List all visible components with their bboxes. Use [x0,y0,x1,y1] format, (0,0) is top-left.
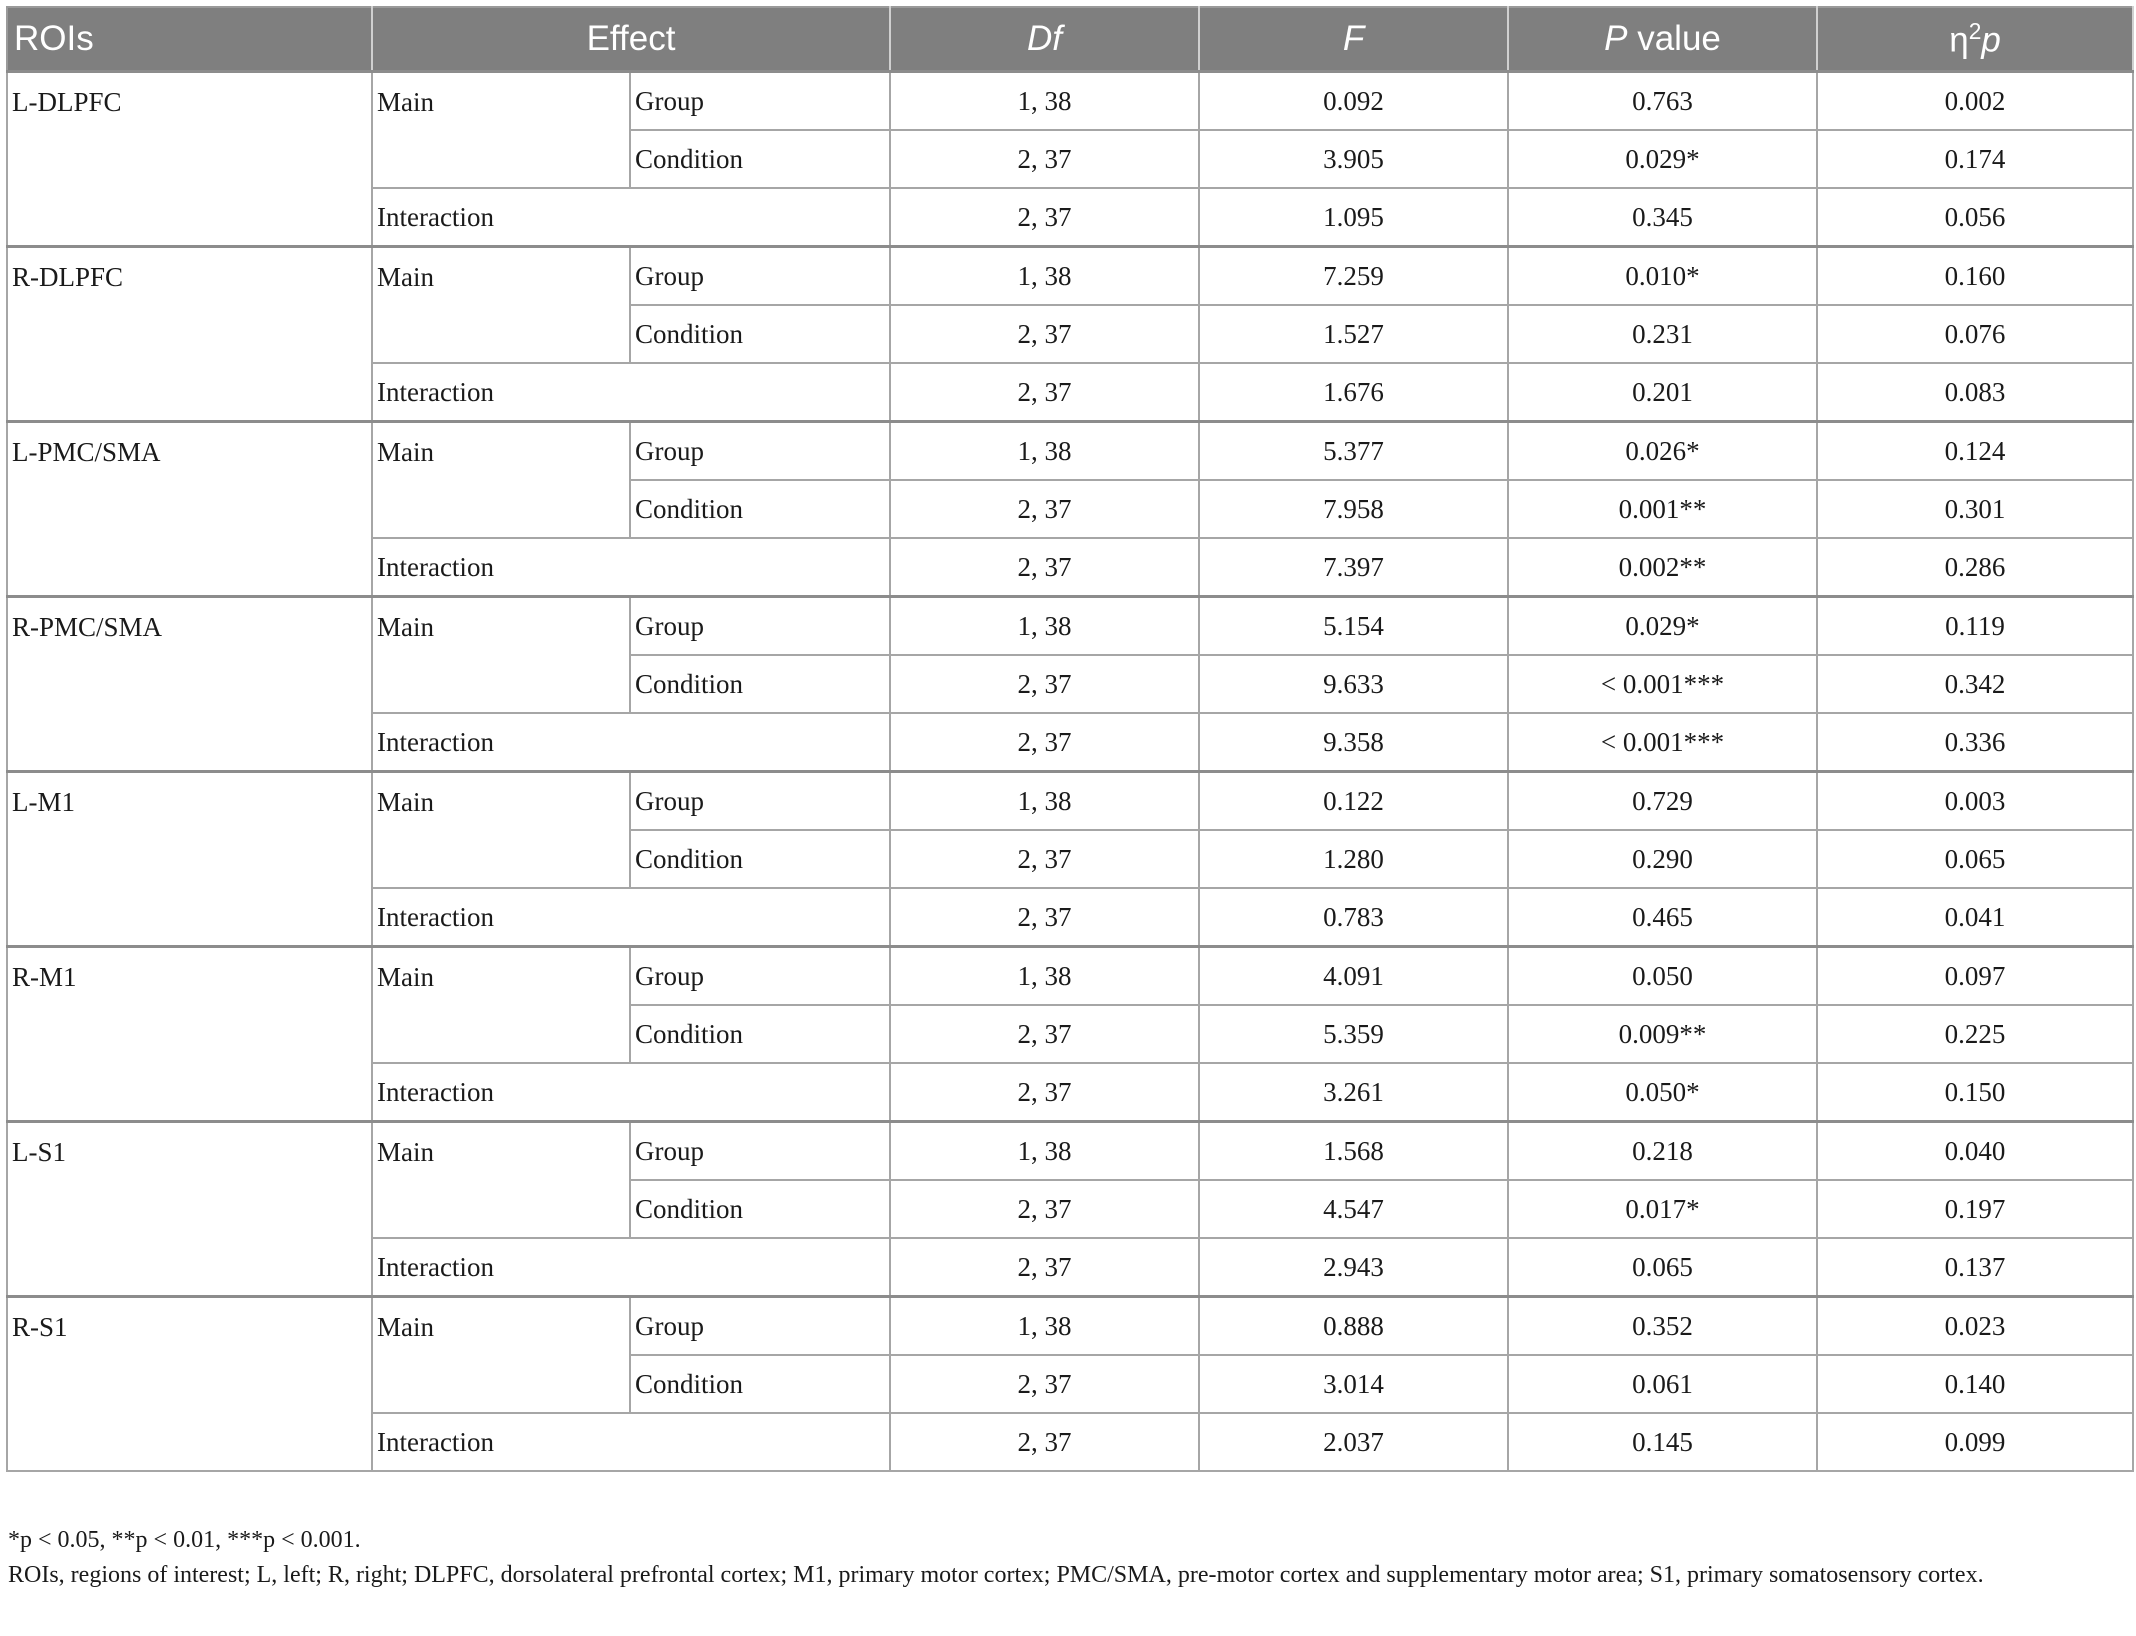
header-partial-eta-squared [1817,7,2133,72]
sub-effect-cell: Condition [630,130,890,188]
table-row [7,1297,2133,1356]
roi-cell: R-DLPFC [7,247,372,422]
effect-cell: Main [372,247,630,364]
eta-cell: 0.160 [1817,247,2133,306]
p-value-cell: 0.017* [1508,1180,1817,1238]
f-cell: 5.359 [1199,1005,1508,1063]
eta-cell: 0.065 [1817,830,2133,888]
df-cell: 1, 38 [890,247,1199,306]
eta-cell: 0.150 [1817,1063,2133,1122]
df-cell: 2, 37 [890,1238,1199,1297]
p-value-cell: 0.001** [1508,480,1817,538]
eta-cell: 0.174 [1817,130,2133,188]
eta-cell: 0.140 [1817,1355,2133,1413]
header-eta-p: p [1981,20,2001,60]
table-row [7,247,2133,306]
eta-cell: 0.336 [1817,713,2133,772]
effect-cell: Interaction [372,1238,890,1297]
p-value-cell: 0.050 [1508,947,1817,1006]
df-cell: 2, 37 [890,130,1199,188]
p-value-cell: 0.026* [1508,422,1817,481]
eta-cell: 0.342 [1817,655,2133,713]
roi-cell: R-PMC/SMA [7,597,372,772]
header-eta-symbol: η [1949,20,1969,60]
eta-cell: 0.197 [1817,1180,2133,1238]
header-eta-superscript: 2 [1968,17,1982,44]
table-row [7,772,2133,831]
effect-cell: Main [372,947,630,1064]
effect-cell: Interaction [372,188,890,247]
eta-cell: 0.124 [1817,422,2133,481]
sub-effect-cell: Condition [630,305,890,363]
df-cell: 2, 37 [890,1413,1199,1471]
df-cell: 1, 38 [890,597,1199,656]
eta-cell: 0.056 [1817,188,2133,247]
roi-cell: L-S1 [7,1122,372,1297]
f-cell: 2.943 [1199,1238,1508,1297]
f-cell: 3.261 [1199,1063,1508,1122]
df-cell: 1, 38 [890,422,1199,481]
footnote-abbreviations: ROIs, regions of interest; L, left; R, right; DLPFC, dorsolateral prefrontal cortex; M1, primary motor cortex; PMC/SMA, pre-motor cortex and supplementary motor area; S1, primary somatosensory cortex. [8,1562,1984,1588]
effect-cell: Main [372,597,630,714]
eta-cell: 0.225 [1817,1005,2133,1063]
sub-effect-cell: Group [630,772,890,831]
f-cell: 3.014 [1199,1355,1508,1413]
effect-cell: Interaction [372,888,890,947]
roi-cell: L-M1 [7,772,372,947]
sub-effect-cell: Group [630,1297,890,1356]
df-cell: 2, 37 [890,363,1199,422]
table-row [7,422,2133,481]
p-value-cell: 0.218 [1508,1122,1817,1181]
header-p-value [1508,7,1817,72]
eta-cell: 0.137 [1817,1238,2133,1297]
p-value-cell: 0.201 [1508,363,1817,422]
f-cell: 2.037 [1199,1413,1508,1471]
eta-cell: 0.040 [1817,1122,2133,1181]
header-df: Df [890,7,1199,72]
df-cell: 2, 37 [890,188,1199,247]
sub-effect-cell: Group [630,422,890,481]
p-value-cell: 0.061 [1508,1355,1817,1413]
eta-cell: 0.002 [1817,72,2133,131]
df-cell: 2, 37 [890,538,1199,597]
p-value-cell: 0.010* [1508,247,1817,306]
eta-cell: 0.023 [1817,1297,2133,1356]
eta-cell: 0.286 [1817,538,2133,597]
effect-cell: Main [372,772,630,889]
f-cell: 7.259 [1199,247,1508,306]
eta-cell: 0.003 [1817,772,2133,831]
footnote-significance: *p < 0.05, **p < 0.01, ***p < 0.001. [8,1527,361,1553]
effect-cell: Interaction [372,713,890,772]
p-value-cell: < 0.001*** [1508,713,1817,772]
header-p-symbol: P [1604,19,1628,58]
eta-cell: 0.041 [1817,888,2133,947]
roi-cell: L-DLPFC [7,72,372,247]
df-cell: 2, 37 [890,1355,1199,1413]
f-cell: 9.633 [1199,655,1508,713]
eta-cell: 0.119 [1817,597,2133,656]
f-cell: 0.092 [1199,72,1508,131]
p-value-cell: 0.050* [1508,1063,1817,1122]
eta-cell: 0.097 [1817,947,2133,1006]
p-value-cell: 0.290 [1508,830,1817,888]
table-header-row [7,7,2133,72]
p-value-cell: 0.002** [1508,538,1817,597]
sub-effect-cell: Condition [630,830,890,888]
table-row [7,72,2133,131]
effect-cell: Main [372,422,630,539]
roi-cell: R-M1 [7,947,372,1122]
effect-cell: Interaction [372,538,890,597]
p-value-cell: 0.029* [1508,597,1817,656]
effect-cell: Interaction [372,363,890,422]
df-cell: 2, 37 [890,655,1199,713]
p-value-cell: 0.231 [1508,305,1817,363]
f-cell: 0.783 [1199,888,1508,947]
sub-effect-cell: Condition [630,1180,890,1238]
effect-cell: Main [372,1297,630,1414]
p-value-cell: 0.065 [1508,1238,1817,1297]
f-cell: 1.095 [1199,188,1508,247]
df-cell: 2, 37 [890,1063,1199,1122]
effect-cell: Interaction [372,1063,890,1122]
table-row [7,947,2133,1006]
sub-effect-cell: Condition [630,1355,890,1413]
sub-effect-cell: Group [630,72,890,131]
f-cell: 4.091 [1199,947,1508,1006]
roi-cell: R-S1 [7,1297,372,1472]
roi-cell: L-PMC/SMA [7,422,372,597]
table-body [7,72,2133,1472]
header-f: F [1199,7,1508,72]
df-cell: 1, 38 [890,1297,1199,1356]
results-table-container [6,6,2132,1472]
f-cell: 1.568 [1199,1122,1508,1181]
f-cell: 5.377 [1199,422,1508,481]
table-row [7,1122,2133,1181]
header-effect: Effect [372,7,890,72]
table-row [7,597,2133,656]
eta-cell: 0.301 [1817,480,2133,538]
df-cell: 2, 37 [890,1180,1199,1238]
sub-effect-cell: Condition [630,655,890,713]
df-cell: 1, 38 [890,72,1199,131]
sub-effect-cell: Group [630,1122,890,1181]
df-cell: 2, 37 [890,1005,1199,1063]
df-cell: 2, 37 [890,830,1199,888]
f-cell: 1.280 [1199,830,1508,888]
f-cell: 7.397 [1199,538,1508,597]
f-cell: 1.676 [1199,363,1508,422]
f-cell: 4.547 [1199,1180,1508,1238]
df-cell: 2, 37 [890,305,1199,363]
eta-cell: 0.099 [1817,1413,2133,1471]
effect-cell: Main [372,1122,630,1239]
p-value-cell: 0.029* [1508,130,1817,188]
f-cell: 0.888 [1199,1297,1508,1356]
table-footnotes [8,1523,2128,1593]
p-value-cell: 0.145 [1508,1413,1817,1471]
f-cell: 1.527 [1199,305,1508,363]
anova-results-table [6,6,2134,1472]
p-value-cell: 0.009** [1508,1005,1817,1063]
df-cell: 1, 38 [890,772,1199,831]
sub-effect-cell: Condition [630,1005,890,1063]
f-cell: 7.958 [1199,480,1508,538]
header-rois: ROIs [7,7,372,72]
f-cell: 5.154 [1199,597,1508,656]
p-value-cell: 0.465 [1508,888,1817,947]
sub-effect-cell: Condition [630,480,890,538]
p-value-cell: 0.763 [1508,72,1817,131]
df-cell: 1, 38 [890,1122,1199,1181]
header-p-label: value [1627,19,1721,58]
sub-effect-cell: Group [630,947,890,1006]
p-value-cell: 0.352 [1508,1297,1817,1356]
df-cell: 2, 37 [890,888,1199,947]
sub-effect-cell: Group [630,597,890,656]
f-cell: 0.122 [1199,772,1508,831]
effect-cell: Interaction [372,1413,890,1471]
p-value-cell: < 0.001*** [1508,655,1817,713]
df-cell: 2, 37 [890,480,1199,538]
eta-cell: 0.083 [1817,363,2133,422]
df-cell: 1, 38 [890,947,1199,1006]
p-value-cell: 0.729 [1508,772,1817,831]
f-cell: 3.905 [1199,130,1508,188]
f-cell: 9.358 [1199,713,1508,772]
eta-cell: 0.076 [1817,305,2133,363]
p-value-cell: 0.345 [1508,188,1817,247]
df-cell: 2, 37 [890,713,1199,772]
sub-effect-cell: Group [630,247,890,306]
effect-cell: Main [372,72,630,189]
